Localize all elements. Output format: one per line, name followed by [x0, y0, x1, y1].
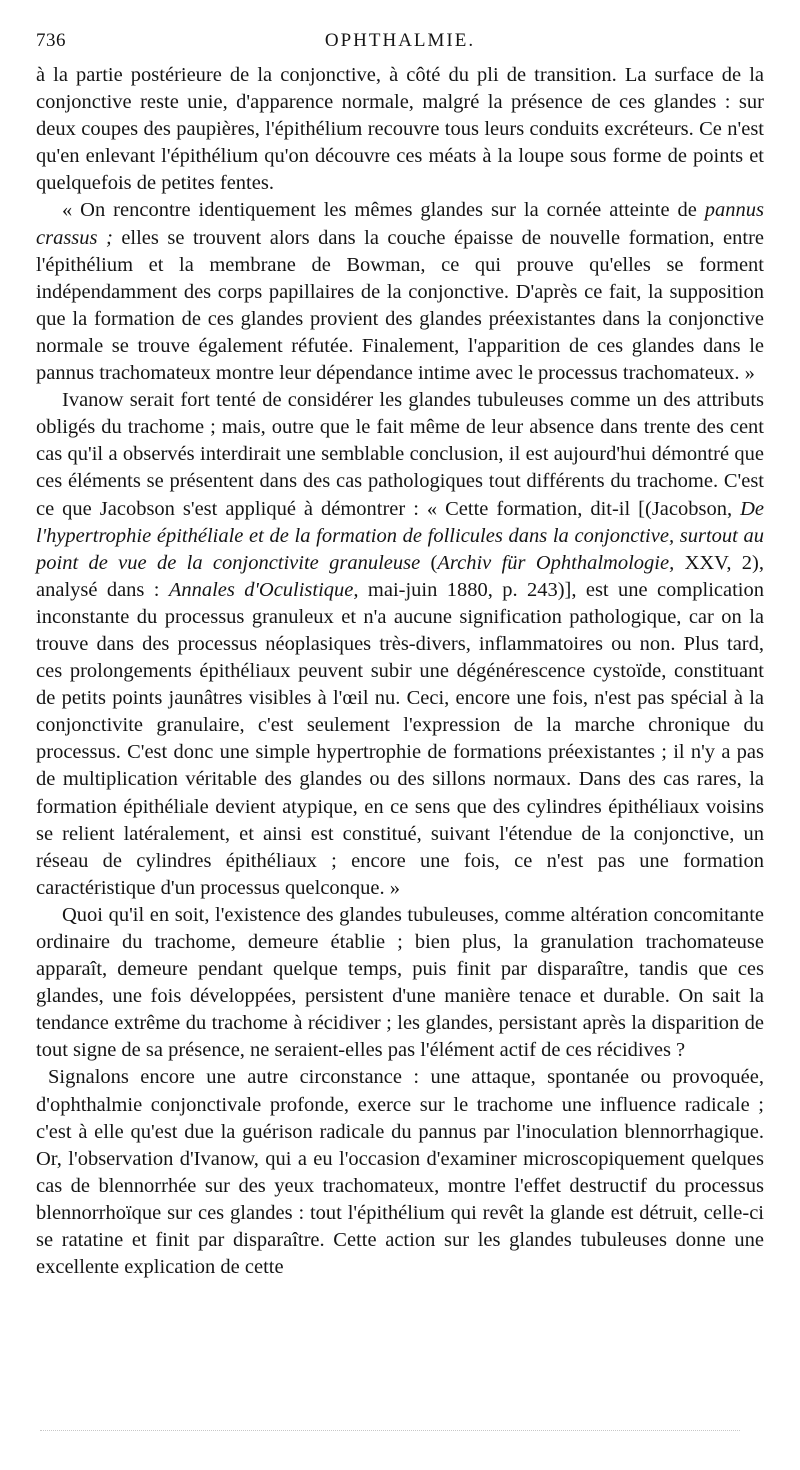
paragraph — [36, 902, 764, 1065]
body-text — [36, 62, 764, 1281]
italic-text: Archiv für Ophthalmologie, — [437, 551, 675, 574]
page-number: 736 — [36, 30, 66, 51]
footer-divider — [40, 1430, 740, 1431]
text-segment: XXV, 2), analysé dans : — [36, 551, 764, 601]
text-segment: « On rencontre identiquement les mêmes glandes sur la cornée atteinte de — [62, 199, 705, 222]
text-segment: elles se trouvent alors dans la couche épaisse de nouvelle formation, entre l'épithélium et la membrane de Bowman, ce qui prouve qu'elles se forment indépendamment des corps papillaires de la conjonctive. D'après ce fait, la supposition que la formation de ces glandes provient des glandes préexistantes dans la conjonctive normale se trouve également réfutée. Finalement, l'apparition de ces glandes dans le pannus trachomateux montre leur dépendance intime avec le processus trachomateux. » — [36, 226, 764, 385]
paragraph — [36, 197, 764, 387]
italic-text: De l'hypertrophie épithéliale et de la formation de follicules dans la conjonctive, surtout au point de vue de la conjonctivite granuleuse — [36, 497, 764, 574]
text-segment: mai-juin 1880, p. 243)], est une complication inconstante du processus granuleux et n'a aucune signification pathologique, car on la trouve dans des processus néoplasiques très-divers, inflammatoires ou non. Plus tard, ces prolongements épithéliaux peuvent subir une dégénérescence cystoïde, constituant de petits points jaunâtres visibles à l'œil nu. Ceci, encore une fois, n'est pas spécial à la conjonctivite granulaire, c'est seulement l'expression de la marche chronique du processus. C'est donc une simple hypertrophie de formations préexistantes ; il n'y a pas de multiplication véritable des glandes ou des sillons normaux. Dans des cas rares, la formation épithéliale devient atypique, en ce sens que des cylindres épithéliaux voisins se relient latéralement, et ainsi est constitué, suivant l'étendue de la conjonctive, un réseau de cylindres épithéliaux ; encore une fois, ce n'est pas une formation caractéristique d'un processus quelconque. » — [36, 578, 764, 899]
running-title: OPHTHALMIE. — [324, 30, 476, 51]
text-segment: Quoi qu'il en soit, l'existence des glandes tubuleuses, comme altération concomitante ordinaire du trachome, demeure établie ; bien plus, la granulation trachomateuse apparaît, demeure pendant quelque temps, puis finit par disparaître, tandis que ces glandes, une fois développées, persistent d'une manière tenace et durable. On sait la tendance extrême du trachome à récidiver ; les glandes, persistant après la disparition de tout signe de sa présence, ne seraient-elles pas l'élément actif de ces récidives ? — [36, 903, 764, 1062]
italic-text: pannus crassus ; — [36, 199, 764, 249]
paragraph — [36, 62, 764, 197]
paragraph — [36, 387, 764, 902]
text-segment: ( — [420, 551, 438, 574]
text-segment: Signalons encore une autre circonstance : une attaque, spontanée ou provoquée, d'ophthalmie conjonctivale profonde, exerce sur le trachome une influence radicale ; c'est à elle qu'est due la guérison radicale du pannus par l'inoculation blennorrhagique. Or, l'observation d'Ivanow, qui a eu l'occasion d'examiner microscopiquement quelques cas de blennorrhée sur des yeux trachomateux, montre l'effet destructif du processus blennorrhoïque sur ces glandes : tout l'épithélium qui revêt la glande est détruit, celle-ci se ratatine et finit par disparaître. Cette action sur les glandes tubuleuses donne une excellente explication de cette — [36, 1066, 764, 1279]
text-segment: Ivanow serait fort tenté de considérer les glandes tubuleuses comme un des attributs obligés du trachome ; mais, outre que le fait même de leur absence dans trente des cent cas qu'il a observés interdirait une semblable conclusion, il est aujourd'hui démontré que ces éléments se présentent dans des cas pathologiques tout différents du trachome. C'est ce que Jacobson s'est appliqué à démontrer : « Cette formation, dit-il [(Jacobson, — [36, 389, 764, 520]
text-segment: à la partie postérieure de la conjonctive, à côté du pli de transition. La surface de la conjonctive reste unie, d'apparence normale, malgré la présence de ces glandes : sur deux coupes des paupières, l'épithélium recouvre tous leurs conduits excréteurs. Ce n'est qu'en enlevant l'épithélium qu'on découvre ces méats à la loupe sous forme de points et quelquefois de petites fentes. — [36, 64, 764, 195]
page-header — [36, 30, 764, 58]
paragraph — [36, 1064, 764, 1281]
italic-text: Annales d'Oculistique, — [168, 578, 359, 601]
